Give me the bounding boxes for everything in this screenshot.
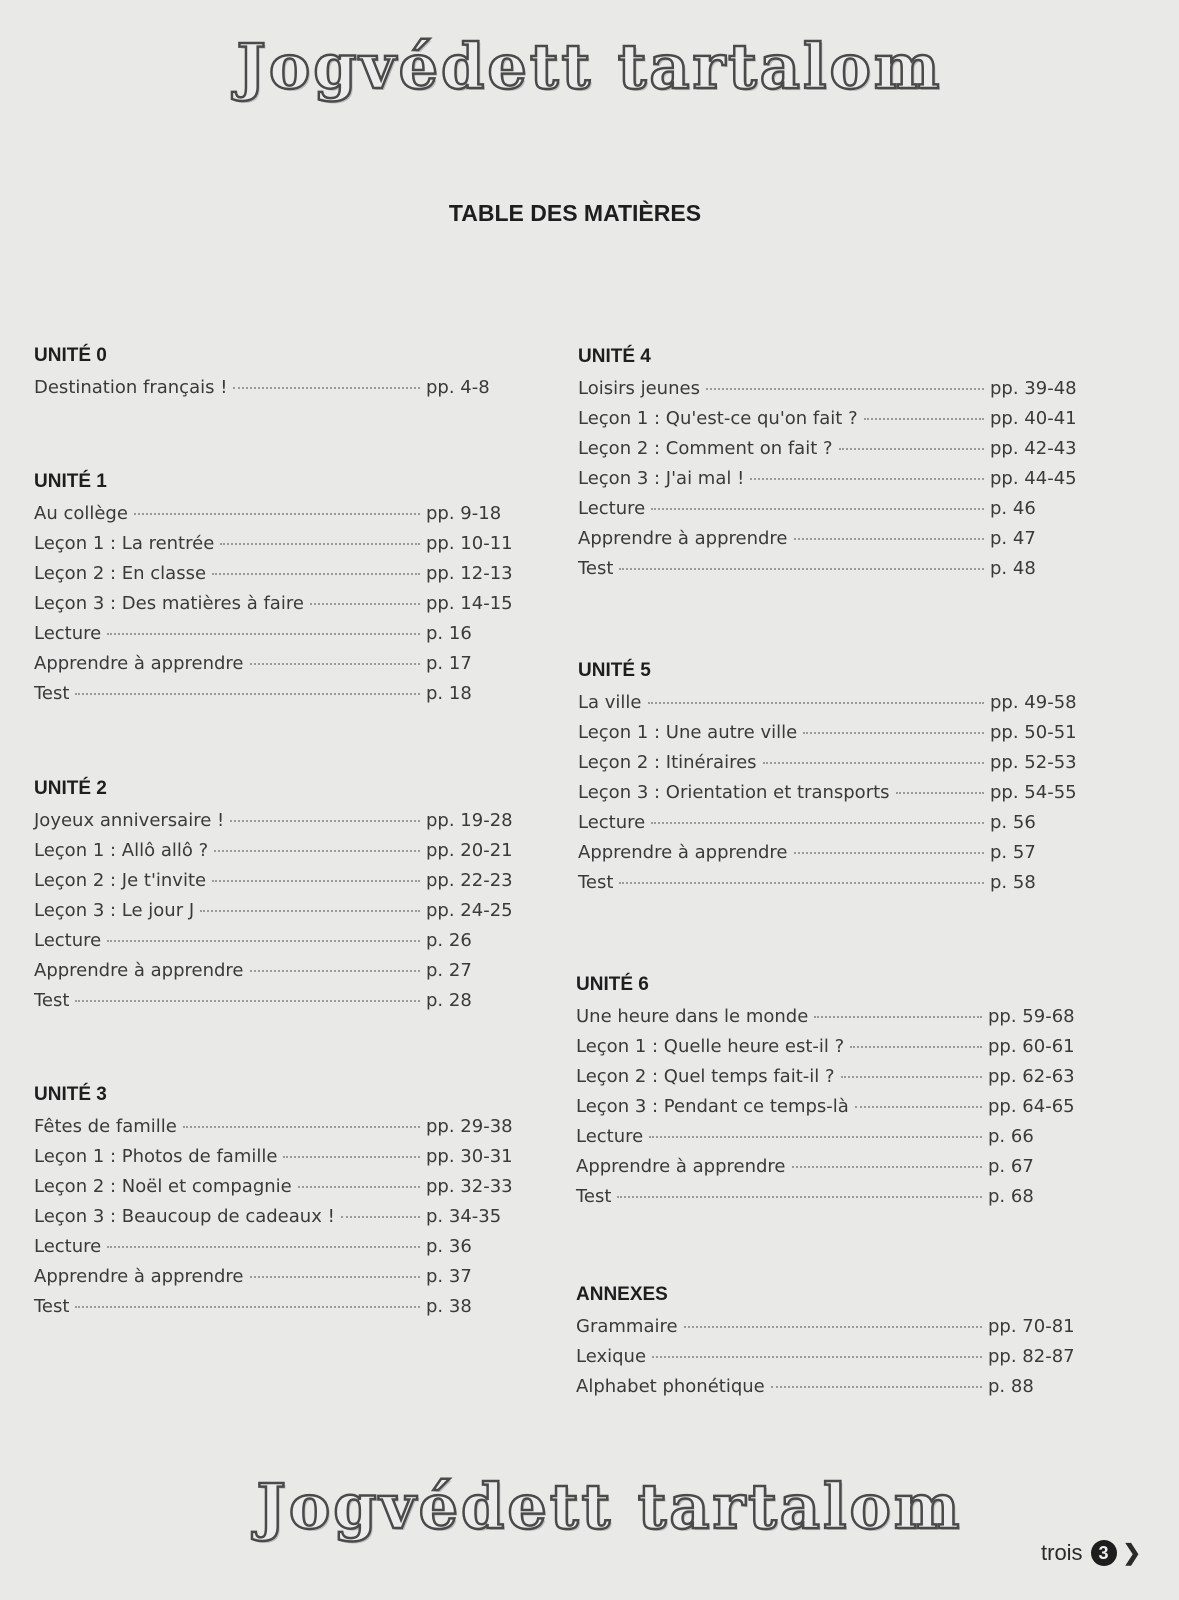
entry-pages: pp. 62-63 xyxy=(988,1066,1075,1087)
page-mark: ❯ xyxy=(1122,1540,1141,1565)
toc-entry xyxy=(34,1116,514,1146)
entry-pages: pp. 40-41 xyxy=(990,408,1077,429)
toc-entry xyxy=(34,960,514,990)
entry-label: Lecture xyxy=(34,623,102,644)
entry-label: Leçon 2 : Je t'invite xyxy=(34,870,207,891)
entry-label: Leçon 2 : Comment on fait ? xyxy=(578,438,833,459)
entry-label: Leçon 3 : Beaucoup de cadeaux ! xyxy=(34,1206,335,1227)
entry-pages: p. 16 xyxy=(426,623,472,644)
unit-heading: UNITÉ 6 xyxy=(576,974,649,995)
entry-pages: p. 27 xyxy=(426,960,472,981)
entry-label: Leçon 2 : Quel temps fait-il ? xyxy=(576,1066,835,1087)
entry-label: Leçon 3 : Le jour J xyxy=(34,900,195,921)
toc-entry xyxy=(578,558,1078,588)
entry-pages: p. 58 xyxy=(990,872,1036,893)
entry-pages: p. 68 xyxy=(988,1186,1034,1207)
entry-pages: pp. 50-51 xyxy=(990,722,1077,743)
entry-label: Destination français ! xyxy=(34,377,228,398)
entry-label: Leçon 1 : Allô allô ? xyxy=(34,840,209,861)
dot-leader xyxy=(771,1385,982,1388)
entry-label: Leçon 2 : Itinéraires xyxy=(578,752,757,773)
entry-label: Leçon 2 : En classe xyxy=(34,563,207,584)
dot-leader xyxy=(763,761,984,764)
dot-leader xyxy=(841,1075,982,1078)
entry-pages: pp. 12-13 xyxy=(426,563,513,584)
page-footer xyxy=(1041,1540,1141,1566)
toc-entry xyxy=(576,1066,1076,1096)
dot-leader xyxy=(652,1355,982,1358)
entry-label: Leçon 1 : Une autre ville xyxy=(578,722,798,743)
unit-1-section xyxy=(34,471,514,713)
toc-entry xyxy=(576,1036,1076,1066)
entry-label: Leçon 3 : J'ai mal ! xyxy=(578,468,745,489)
dot-leader xyxy=(794,851,984,854)
entry-list xyxy=(34,810,514,1020)
dot-leader xyxy=(283,1155,420,1158)
entry-label: Lecture xyxy=(34,1236,102,1257)
entry-pages: pp. 70-81 xyxy=(988,1316,1075,1337)
dot-leader xyxy=(75,1305,420,1308)
entry-label: Leçon 3 : Orientation et transports xyxy=(578,782,890,803)
dot-leader xyxy=(839,447,984,450)
toc-entry xyxy=(578,722,1078,752)
entry-pages: pp. 39-48 xyxy=(990,378,1077,399)
toc-entry xyxy=(578,782,1078,812)
entry-pages: p. 66 xyxy=(988,1126,1034,1147)
dot-leader xyxy=(619,881,984,884)
entry-pages: pp. 60-61 xyxy=(988,1036,1075,1057)
entry-list xyxy=(578,378,1078,588)
dot-leader xyxy=(212,879,420,882)
entry-pages: p. 36 xyxy=(426,1236,472,1257)
toc-entry xyxy=(578,468,1078,498)
entry-pages: pp. 59-68 xyxy=(988,1006,1075,1027)
toc-entry xyxy=(578,872,1078,902)
unit-4-section xyxy=(578,346,1078,588)
dot-leader xyxy=(107,1245,420,1248)
toc-entry xyxy=(34,930,514,960)
dot-leader xyxy=(792,1165,982,1168)
dot-leader xyxy=(214,849,420,852)
toc-entry xyxy=(578,812,1078,842)
entry-pages: pp. 19-28 xyxy=(426,810,513,831)
toc-entry xyxy=(34,840,514,870)
dot-leader xyxy=(750,477,984,480)
dot-leader xyxy=(250,1275,420,1278)
entry-label: Leçon 2 : Noël et compagnie xyxy=(34,1176,292,1197)
toc-entry xyxy=(34,1146,514,1176)
toc-entry xyxy=(34,870,514,900)
entry-pages: p. 28 xyxy=(426,990,472,1011)
entry-pages: p. 17 xyxy=(426,653,472,674)
toc-entry xyxy=(34,1296,514,1326)
toc-entry xyxy=(576,1096,1076,1126)
dot-leader xyxy=(107,939,420,942)
dot-leader xyxy=(183,1125,420,1128)
entry-list xyxy=(34,503,514,713)
entry-list xyxy=(34,377,514,407)
page-title: TABLE DES MATIÈRES xyxy=(448,200,702,226)
entry-label: Leçon 3 : Des matières à faire xyxy=(34,593,304,614)
watermark-top: Jogvédett tartalom xyxy=(236,30,943,103)
entry-pages: p. 57 xyxy=(990,842,1036,863)
entry-list xyxy=(578,692,1078,902)
toc-entry xyxy=(578,378,1078,408)
page-word: trois xyxy=(1041,1540,1083,1565)
toc-entry xyxy=(578,692,1078,722)
entry-pages: p. 38 xyxy=(426,1296,472,1317)
entry-pages: pp. 52-53 xyxy=(990,752,1077,773)
entry-label: Joyeux anniversaire ! xyxy=(34,810,225,831)
dot-leader xyxy=(684,1325,982,1328)
entry-label: Lecture xyxy=(34,930,102,951)
unit-heading: UNITÉ 2 xyxy=(34,778,107,799)
toc-entry xyxy=(576,1126,1076,1156)
dot-leader xyxy=(864,417,984,420)
entry-label: Leçon 1 : La rentrée xyxy=(34,533,215,554)
annexes-section xyxy=(576,1284,1076,1406)
dot-leader xyxy=(648,701,984,704)
toc-entry xyxy=(578,528,1078,558)
toc-entry xyxy=(578,438,1078,468)
unit-heading: ANNEXES xyxy=(576,1284,668,1305)
entry-label: Test xyxy=(34,990,70,1011)
dot-leader xyxy=(230,819,420,822)
entry-label: Leçon 1 : Photos de famille xyxy=(34,1146,278,1167)
entry-pages: p. 34-35 xyxy=(426,1206,502,1227)
toc-entry xyxy=(578,408,1078,438)
unit-heading: UNITÉ 0 xyxy=(34,345,107,366)
toc-entry xyxy=(34,533,514,563)
toc-entry xyxy=(578,752,1078,782)
dot-leader xyxy=(896,791,984,794)
entry-label: Apprendre à apprendre xyxy=(34,653,244,674)
dot-leader xyxy=(814,1015,982,1018)
dot-leader xyxy=(850,1045,982,1048)
entry-pages: pp. 32-33 xyxy=(426,1176,513,1197)
entry-label: Une heure dans le monde xyxy=(576,1006,809,1027)
dot-leader xyxy=(651,821,984,824)
entry-pages: pp. 24-25 xyxy=(426,900,513,921)
entry-label: Apprendre à apprendre xyxy=(34,1266,244,1287)
entry-label: Grammaire xyxy=(576,1316,678,1337)
unit-heading: UNITÉ 1 xyxy=(34,471,107,492)
dot-leader xyxy=(233,386,420,389)
toc-entry xyxy=(576,1156,1076,1186)
entry-label: Alphabet phonétique xyxy=(576,1376,765,1397)
toc-entry xyxy=(576,1006,1076,1036)
entry-pages: pp. 64-65 xyxy=(988,1096,1075,1117)
entry-label: Leçon 1 : Qu'est-ce qu'on fait ? xyxy=(578,408,858,429)
toc-entry xyxy=(576,1346,1076,1376)
dot-leader xyxy=(617,1195,982,1198)
dot-leader xyxy=(200,909,420,912)
entry-label: Leçon 3 : Pendant ce temps-là xyxy=(576,1096,849,1117)
dot-leader xyxy=(212,572,420,575)
entry-pages: pp. 22-23 xyxy=(426,870,513,891)
dot-leader xyxy=(75,692,420,695)
toc-entry xyxy=(34,377,514,407)
dot-leader xyxy=(298,1185,420,1188)
entry-pages: p. 48 xyxy=(990,558,1036,579)
entry-pages: pp. 42-43 xyxy=(990,438,1077,459)
dot-leader xyxy=(134,512,420,515)
entry-label: Test xyxy=(34,683,70,704)
entry-label: Lecture xyxy=(576,1126,644,1147)
dot-leader xyxy=(803,731,984,734)
entry-pages: p. 47 xyxy=(990,528,1036,549)
entry-pages: pp. 10-11 xyxy=(426,533,513,554)
toc-entry xyxy=(34,1236,514,1266)
toc-entry xyxy=(576,1316,1076,1346)
entry-pages: pp. 44-45 xyxy=(990,468,1077,489)
toc-entry xyxy=(34,1266,514,1296)
entry-pages: pp. 14-15 xyxy=(426,593,513,614)
dot-leader xyxy=(651,507,984,510)
entry-pages: pp. 29-38 xyxy=(426,1116,513,1137)
toc-entry xyxy=(34,683,514,713)
entry-label: Apprendre à apprendre xyxy=(576,1156,786,1177)
page-number-badge: 3 xyxy=(1091,1540,1117,1566)
toc-entry xyxy=(34,623,514,653)
watermark-bottom: Jogvédett tartalom xyxy=(256,1470,963,1543)
toc-entry xyxy=(578,498,1078,528)
entry-label: Leçon 1 : Quelle heure est-il ? xyxy=(576,1036,845,1057)
unit-heading: UNITÉ 4 xyxy=(578,346,651,367)
entry-pages: pp. 30-31 xyxy=(426,1146,513,1167)
toc-entry xyxy=(34,563,514,593)
entry-pages: p. 37 xyxy=(426,1266,472,1287)
entry-pages: pp. 54-55 xyxy=(990,782,1077,803)
toc-entry xyxy=(34,900,514,930)
entry-label: Lecture xyxy=(578,812,646,833)
entry-pages: p. 67 xyxy=(988,1156,1034,1177)
entry-label: La ville xyxy=(578,692,642,713)
unit-0-section xyxy=(34,345,514,407)
entry-pages: pp. 9-18 xyxy=(426,503,502,524)
dot-leader xyxy=(220,542,420,545)
entry-label: Test xyxy=(34,1296,70,1317)
unit-6-section xyxy=(576,974,1076,1216)
dot-leader xyxy=(310,602,420,605)
dot-leader xyxy=(107,632,420,635)
toc-entry xyxy=(34,1176,514,1206)
entry-list xyxy=(34,1116,514,1326)
dot-leader xyxy=(794,537,984,540)
entry-label: Fêtes de famille xyxy=(34,1116,177,1137)
entry-label: Loisirs jeunes xyxy=(578,378,700,399)
dot-leader xyxy=(75,999,420,1002)
entry-pages: p. 18 xyxy=(426,683,472,704)
toc-entry xyxy=(34,653,514,683)
entry-pages: p. 46 xyxy=(990,498,1036,519)
toc-entry xyxy=(34,810,514,840)
unit-heading: UNITÉ 3 xyxy=(34,1084,107,1105)
entry-pages: p. 56 xyxy=(990,812,1036,833)
toc-entry xyxy=(576,1186,1076,1216)
toc-entry xyxy=(578,842,1078,872)
entry-pages: pp. 49-58 xyxy=(990,692,1077,713)
entry-pages: pp. 82-87 xyxy=(988,1346,1075,1367)
toc-entry xyxy=(34,990,514,1020)
unit-heading: UNITÉ 5 xyxy=(578,660,651,681)
dot-leader xyxy=(341,1215,420,1218)
toc-entry xyxy=(576,1376,1076,1406)
toc-entry xyxy=(34,1206,514,1236)
entry-list xyxy=(576,1316,1076,1406)
entry-label: Test xyxy=(578,872,614,893)
entry-list xyxy=(576,1006,1076,1216)
unit-5-section xyxy=(578,660,1078,902)
unit-3-section xyxy=(34,1084,514,1326)
entry-pages: pp. 20-21 xyxy=(426,840,513,861)
entry-pages: pp. 4-8 xyxy=(426,377,490,398)
dot-leader xyxy=(250,969,420,972)
dot-leader xyxy=(706,387,984,390)
entry-label: Lexique xyxy=(576,1346,647,1367)
entry-label: Lecture xyxy=(578,498,646,519)
entry-label: Apprendre à apprendre xyxy=(578,528,788,549)
toc-entry xyxy=(34,503,514,533)
dot-leader xyxy=(250,662,420,665)
entry-label: Test xyxy=(576,1186,612,1207)
unit-2-section xyxy=(34,778,514,1020)
dot-leader xyxy=(855,1105,982,1108)
entry-label: Apprendre à apprendre xyxy=(34,960,244,981)
entry-pages: p. 26 xyxy=(426,930,472,951)
toc-entry xyxy=(34,593,514,623)
entry-label: Au collège xyxy=(34,503,128,524)
entry-label: Test xyxy=(578,558,614,579)
entry-pages: p. 88 xyxy=(988,1376,1034,1397)
entry-label: Apprendre à apprendre xyxy=(578,842,788,863)
dot-leader xyxy=(619,567,984,570)
dot-leader xyxy=(649,1135,982,1138)
